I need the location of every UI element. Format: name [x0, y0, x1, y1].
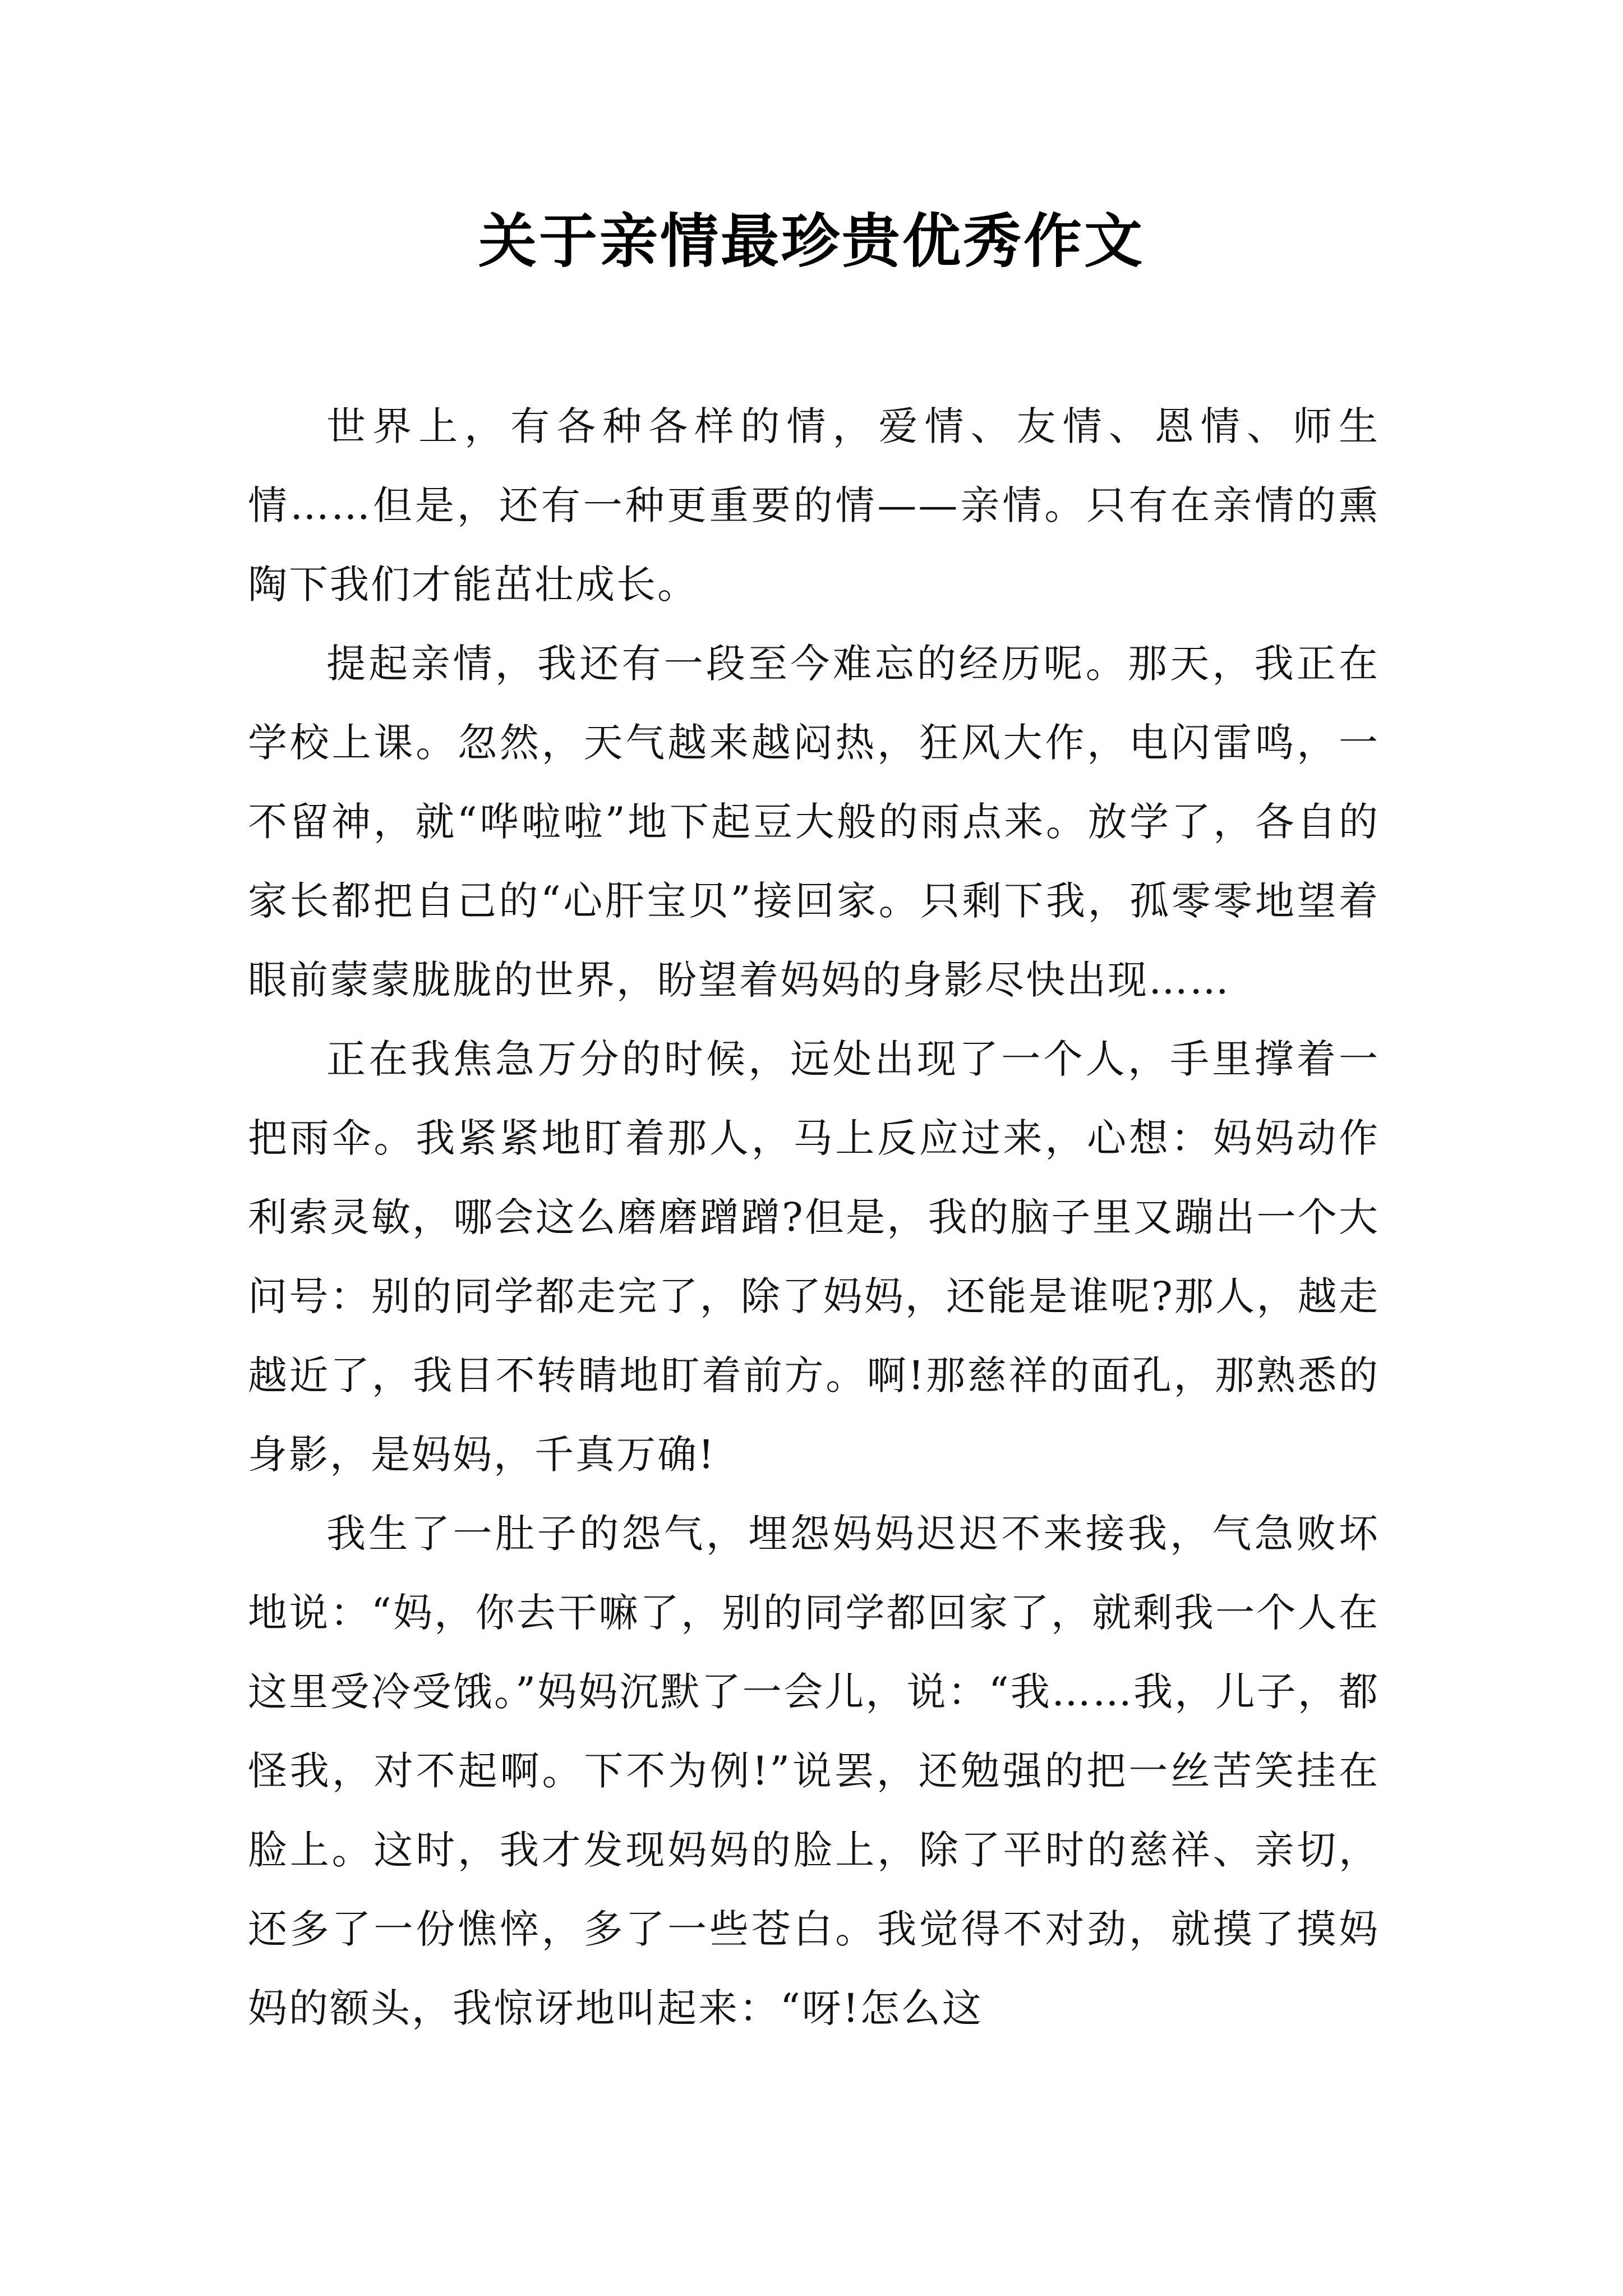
essay-body	[248, 387, 1380, 2048]
paragraph-3: 正在我焦急万分的时候，远处出现了一个人，手里撑着一把雨伞。我紧紧地盯着那人，马上反应过来，心想：妈妈动作利索灵敏，哪会这么磨磨蹭蹭?但是，我的脑子里又蹦出一个大问号：别的同学都走完了，除了妈妈，还能是谁呢?那人，越走越近了，我目不转睛地盯着前方。啊!那慈祥的面孔，那熟悉的身影，是妈妈，千真万确!	[248, 1036, 1380, 1478]
paragraph-2: 提起亲情，我还有一段至今难忘的经历呢。那天，我正在学校上课。忽然，天气越来越闷热，狂风大作，电闪雷鸣，一不留神，就“哗啦啦”地下起豆大般的雨点来。放学了，各自的家长都把自己的“心肝宝贝”接回家。只剩下我，孤零零地望着眼前蒙蒙胧胧的世界，盼望着妈妈的身影尽快出现……	[248, 641, 1380, 1003]
paragraph-4: 我生了一肚子的怨气，埋怨妈妈迟迟不来接我，气急败坏地说：“妈，你去干嘛了，别的同学都回家了，就剩我一个人在这里受冷受饿。”妈妈沉默了一会儿，说：“我……我，儿子，都怪我，对不起啊。下不为例!”说罢，还勉强的把一丝苦笑挂在脸上。这时，我才发现妈妈的脸上，除了平时的慈祥、亲切，还多了一份憔悴，多了一些苍白。我觉得不对劲，就摸了摸妈妈的额头，我惊讶地叫起来：“呀!怎么这	[248, 1511, 1380, 2031]
document-title: 关于亲情最珍贵优秀作文	[478, 206, 1145, 275]
paragraph-1: 世界上，有各种各样的情，爱情、友情、恩情、师生情……但是，还有一种更重要的情——亲情。只有在亲情的熏陶下我们才能茁壮成长。	[248, 403, 1380, 608]
